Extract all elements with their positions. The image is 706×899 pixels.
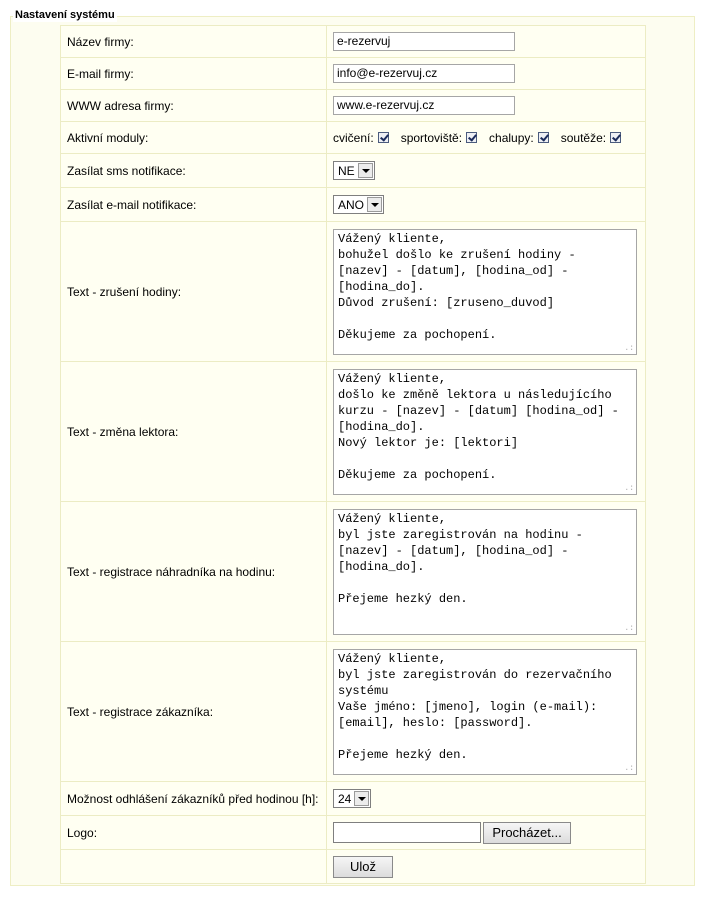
logo-label: Logo: — [61, 816, 327, 850]
logout-hours-select[interactable] — [333, 789, 371, 808]
text-customer-textarea[interactable] — [333, 649, 637, 775]
module-checkbox-cottages[interactable] — [538, 132, 549, 143]
module-label-sports: sportoviště: — [400, 130, 463, 145]
modules-label: Aktivní moduly: — [61, 122, 327, 154]
text-cancel-textarea[interactable] — [333, 229, 637, 355]
text-cancel-content: Vážený kliente, bohužel došlo ke zrušení hodiny - [nazev] - [datum], [hodina_od] - [hodina_do]. Důvod zrušení: [zruseno_duvod] Děkujeme za pochopení. — [338, 231, 576, 342]
logout-hours-select-value: 24 — [338, 791, 352, 806]
company-www-input[interactable]: www.e-rezervuj.cz — [333, 96, 515, 115]
text-substitute-label: Text - registrace náhradníka na hodinu: — [61, 502, 327, 642]
company-email-input[interactable]: info@e-rezervuj.cz — [333, 64, 515, 83]
module-checkbox-contests[interactable] — [610, 132, 621, 143]
resize-grip-icon[interactable]: .: — [624, 343, 634, 353]
empty-cell — [61, 850, 327, 884]
save-button[interactable]: Ulož — [333, 856, 393, 878]
company-email-label: E-mail firmy: — [61, 58, 327, 90]
text-customer-label: Text - registrace zákazníka: — [61, 642, 327, 782]
logout-hours-label: Možnost odhlášení zákazníků před hodinou [h]: — [61, 782, 327, 816]
text-customer-content: Vážený kliente, byl jste zaregistrován do rezervačního systému Vaše jméno: [jmeno], login (e-mail): [email], heslo: [password]. Přejeme hezký den. — [338, 651, 612, 762]
module-checkbox-exercise[interactable] — [378, 132, 389, 143]
sms-select[interactable] — [333, 161, 375, 180]
text-substitute-content: Vážený kliente, byl jste zaregistrován na hodinu - [nazev] - [datum], [hodina_od] - [hodina_do]. Přejeme hezký den. — [338, 511, 583, 606]
resize-grip-icon[interactable]: .: — [624, 483, 634, 493]
email-notify-select[interactable] — [333, 195, 384, 214]
modules-group — [333, 131, 639, 145]
module-label-exercise: cvičení: — [333, 130, 374, 145]
chevron-down-icon[interactable] — [367, 197, 382, 212]
company-name-input[interactable]: e-rezervuj — [333, 32, 515, 51]
module-checkbox-sports[interactable] — [466, 132, 477, 143]
text-cancel-label: Text - zrušení hodiny: — [61, 222, 327, 362]
text-lector-textarea[interactable] — [333, 369, 637, 495]
chevron-down-icon[interactable] — [354, 791, 369, 806]
browse-button[interactable]: Procházet... — [483, 822, 571, 844]
text-lector-content: Vážený kliente, došlo ke změně lektora u následujícího kurzu - [nazev] - [datum] [hodina_od] - [hodina_do]. Nový lektor je: [lektori] Děkujeme za pochopení. — [338, 371, 619, 482]
logo-file-input — [333, 822, 639, 844]
text-lector-label: Text - změna lektora: — [61, 362, 327, 502]
module-label-contests: soutěže: — [560, 130, 607, 145]
resize-grip-icon[interactable]: .: — [624, 623, 634, 633]
resize-grip-icon[interactable]: .: — [624, 763, 634, 773]
company-name-label: Název firmy: — [61, 26, 327, 58]
settings-legend: Nastavení systému — [15, 9, 115, 21]
email-notify-label: Zasílat e-mail notifikace: — [61, 188, 327, 222]
text-substitute-textarea[interactable] — [333, 509, 637, 635]
logo-path-field[interactable] — [333, 822, 481, 843]
sms-select-value: NE — [338, 163, 355, 178]
company-www-label: WWW adresa firmy: — [61, 90, 327, 122]
settings-table — [60, 25, 646, 884]
chevron-down-icon[interactable] — [358, 163, 373, 178]
module-label-cottages: chalupy: — [489, 130, 534, 145]
email-notify-select-value: ANO — [338, 197, 365, 212]
sms-label: Zasílat sms notifikace: — [61, 154, 327, 188]
